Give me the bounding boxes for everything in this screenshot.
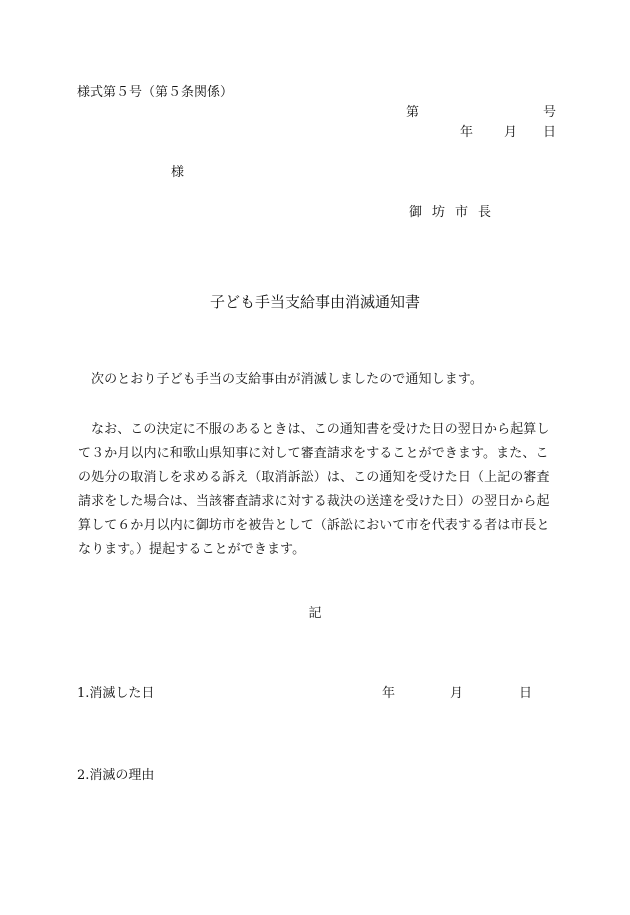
ki-heading: 記 [308, 606, 322, 621]
issue-date-month: 月 [504, 125, 518, 140]
item-1-label: 1.消滅した日 [77, 686, 155, 701]
issuer: 御坊市長 [409, 205, 502, 220]
recipient-line: 様 [171, 165, 185, 180]
number-suffix: 号 [542, 105, 556, 120]
item-2-label: 2.消滅の理由 [77, 768, 155, 783]
item-1-month: 月 [450, 686, 464, 701]
form-label: 様式第５号（第５条関係） [77, 85, 234, 100]
document-title: 子ども手当支給事由消滅通知書 [209, 293, 420, 311]
body-paragraph-2: なお、この決定に不服のあるときは、この通知書を受けた日の翌日から起算して３か月以内に和歌山県知事に対して審査請求をすることができます。また、この処分の取消しを求める訴え（取消訴訟）は、この通知を受けた日（上記の審査請求をした場合は、当該審査請求に対する裁決の送達を受けた日）の翌日から起算して６か月以内に御坊市を被告として（訴訟において市を代表する者は市長となります。）提起することができます。 [78, 422, 550, 557]
body-paragraph-1: 次のとおり子ども手当の支給事由が消滅しましたので通知します。 [91, 372, 483, 387]
number-prefix: 第 [406, 105, 420, 120]
issue-date-year: 年 [460, 125, 474, 140]
item-1-year: 年 [382, 686, 396, 701]
issue-date-day: 日 [542, 125, 556, 140]
item-1-day: 日 [519, 686, 533, 701]
